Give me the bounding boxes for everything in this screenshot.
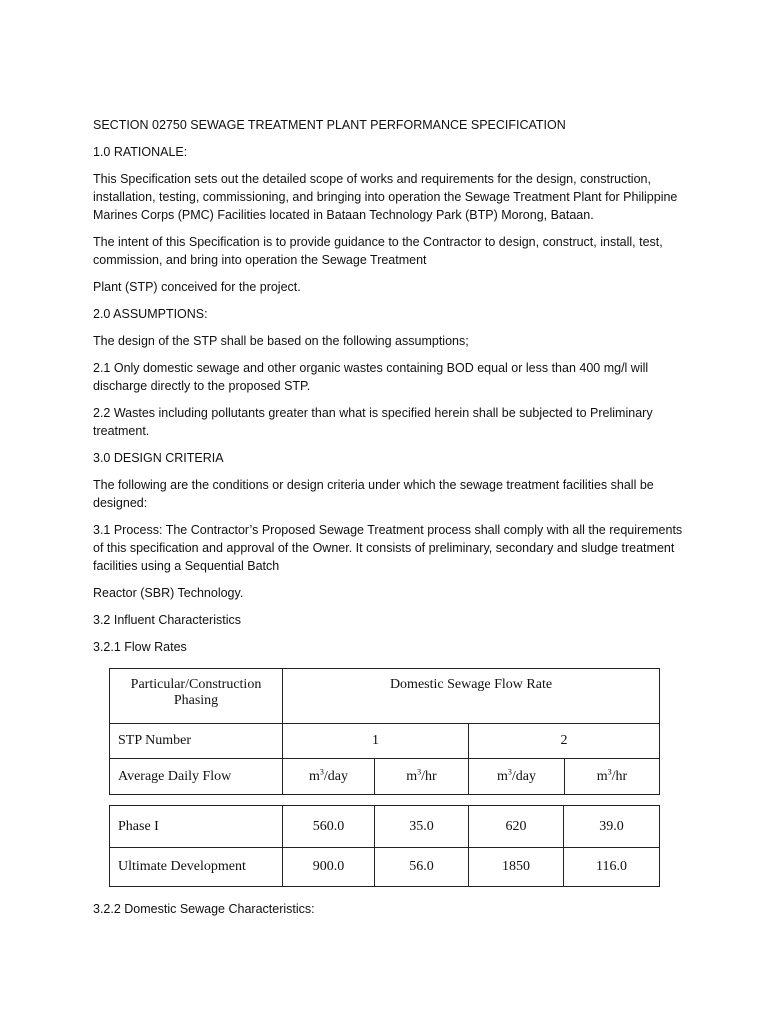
paragraph-scope: This Specification sets out the detailed scope of works and requirements for the design, construction, installation, testing, commissioning, and bringing into operation the Sewage Treatment Plant for Philippine Marines Corps (PMC) Facilities located in Bataan Technology Park (BTP) Morong, Bataan. — [93, 172, 678, 222]
heading-assumptions: 2.0 ASSUMPTIONS: — [93, 307, 208, 321]
unit-m3-day-stp1: $m^3$/day — [283, 759, 375, 795]
paragraph-process: 3.1 Process: The Contractor’s Proposed Sewage Treatment process shall comply with all the requirements of this specification and approval of the Owner. It consists of preliminary, secondary and sludge treatment facilities using a Sequential Batch — [93, 523, 683, 573]
cell-value: 620 — [469, 806, 564, 848]
paragraph-assumptions-intro: The design of the STP shall be based on the following assumptions; — [93, 334, 469, 348]
row-label: Ultimate Development — [110, 848, 283, 887]
stp-1-label: 1 — [283, 724, 469, 759]
cell-value: 116.0 — [564, 848, 660, 887]
cell-value: 35.0 — [375, 806, 469, 848]
cell-value: 56.0 — [375, 848, 469, 887]
cell-value: 900.0 — [283, 848, 375, 887]
paragraph-design-criteria-intro: The following are the conditions or design criteria under which the sewage treatment facilities shall be designed: — [93, 478, 654, 510]
table-row — [110, 806, 660, 848]
paragraph-intent-continued: Plant (STP) conceived for the project. — [93, 280, 301, 294]
cell-value: 39.0 — [564, 806, 660, 848]
stp-2-label: 2 — [469, 724, 660, 759]
document-body — [93, 116, 683, 665]
header-flow-rate: Domestic Sewage Flow Rate — [283, 669, 660, 724]
paragraph-intent: The intent of this Specification is to provide guidance to the Contractor to design, construct, install, test, commission, and bring into operation the Sewage Treatment — [93, 235, 663, 267]
table-row — [110, 848, 660, 887]
row-label: Phase I — [110, 806, 283, 848]
heading-rationale: 1.0 RATIONALE: — [93, 145, 188, 159]
heading-flow-rates: 3.2.1 Flow Rates — [93, 640, 187, 654]
average-daily-flow-label: Average Daily Flow — [110, 759, 283, 795]
section-title: SECTION 02750 SEWAGE TREATMENT PLANT PERFORMANCE SPECIFICATION — [93, 118, 566, 132]
unit-m3-hr-stp2: $m^3/hr$ — [565, 759, 660, 795]
paragraph-assumption-2-1: 2.1 Only domestic sewage and other organic wastes containing BOD equal or less than 400 mg/l will discharge directly to the proposed STP. — [93, 361, 649, 393]
paragraph-process-continued: Reactor (SBR) Technology. — [93, 586, 244, 600]
heading-domestic-sewage-characteristics: 3.2.2 Domestic Sewage Characteristics: — [93, 902, 315, 916]
cell-value: 1850 — [469, 848, 564, 887]
unit-m3-hr-stp1: $m^3/hr$ — [375, 759, 469, 795]
cell-value: 560.0 — [283, 806, 375, 848]
flow-rate-values-table — [109, 805, 660, 887]
header-particular: Particular/Construction Phasing — [110, 669, 283, 724]
stp-number-label: STP Number — [110, 724, 283, 759]
unit-m3-day-stp2: $m^3$/day — [469, 759, 565, 795]
flow-rate-header-table — [109, 668, 660, 795]
heading-influent-characteristics: 3.2 Influent Characteristics — [93, 613, 241, 627]
paragraph-assumption-2-2: 2.2 Wastes including pollutants greater than what is specified herein shall be subjected to Preliminary treatment. — [93, 406, 653, 438]
heading-design-criteria: 3.0 DESIGN CRITERIA — [93, 451, 224, 465]
